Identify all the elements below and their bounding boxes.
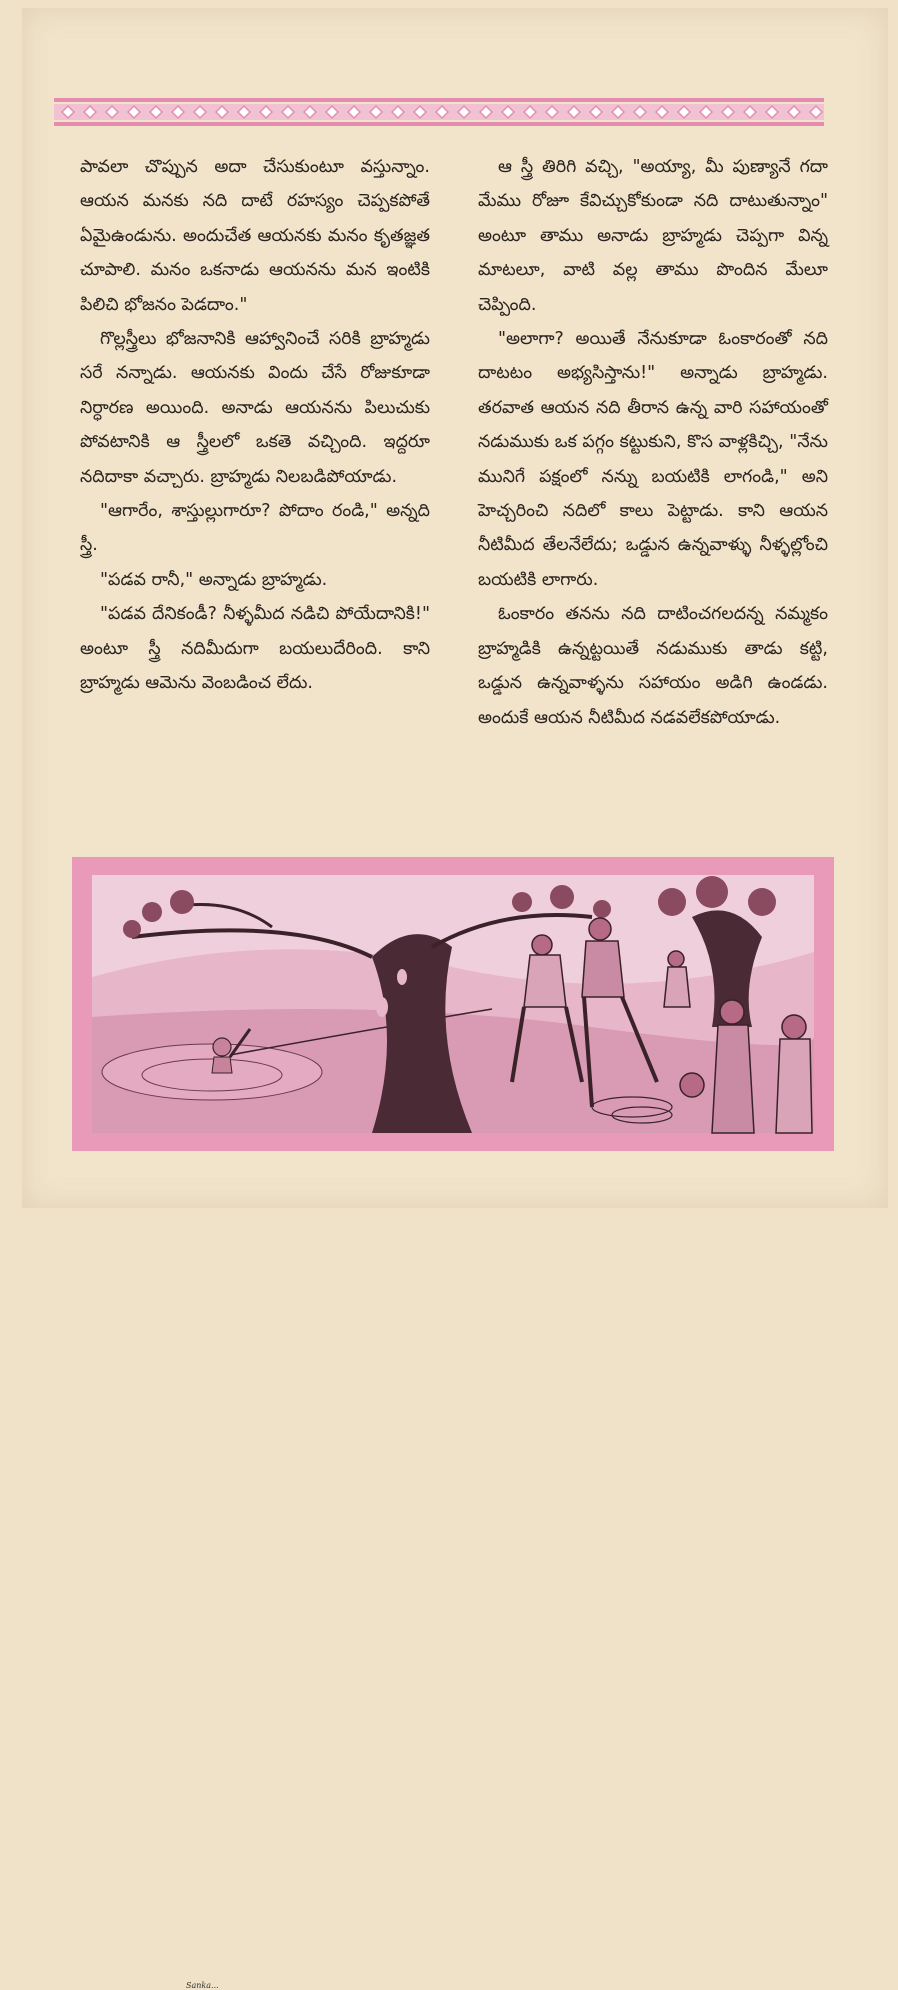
- left-text-column: [80, 150, 430, 701]
- paragraph: "అలాగా? అయితే నేనుకూడా ఓంకారంతో నది దాటటం అభ్యసిస్తాను!" అన్నాడు బ్రాహ్మడు. తరవాత ఆయన నది తీరాన ఉన్న వారి సహాయంతో నడుముకు ఒక పగ్గం కట్టుకుని, కొస వాళ్లకిచ్చి, "నేను మునిగే పక్షంలో నన్ను బయటికి లాగండి," అని హెచ్చరించి నదిలో కాలు పెట్టాడు. కాని ఆయన నీటిమీద తేలనేలేదు; ఒడ్డున ఉన్నవాళ్ళు నీళ్ళల్లోంచి బయటికి లాగారు.: [478, 329, 828, 590]
- paragraph: "పడవ దేనికండీ? నీళ్ళమీద నడిచి పోయేదానికి!" అంటూ స్త్రీ నదిమీదుగా బయలుదేరింది. కాని బ్రాహ్మడు ఆమెను వెంబడించ లేదు.: [80, 604, 430, 694]
- swimming-man: [213, 1038, 231, 1056]
- paragraph: ఆ స్త్రీ తిరిగి వచ్చి, "అయ్యా, మీ పుణ్యానే గదా మేము రోజూ కేవిచ్చుకోకుండా నది దాటుతున్నాం" అంటూ తాము అనాడు బ్రాహ్మడు చెప్పగా విన్న మాటలూ, వాటి వల్ల తాము పొందిన మేలూ చెప్పింది.: [478, 157, 828, 315]
- paragraph: ఓంకారం తనను నది దాటించగలదన్న నమ్మకం బ్రాహ్మడికి ఉన్నట్టయితే నడుముకు తాడు కట్టి, ఒడ్డున ఉన్నవాళ్ళను సహాయం అడిగి ఉండడు. అందుకే ఆయన నీటిమీద నడవలేకపోయాడు.: [478, 604, 828, 728]
- artist-signature: Sanka...: [186, 1981, 219, 1990]
- paragraph: గొల్లస్త్రీలు భోజనానికి ఆహ్వానించే సరికి బ్రాహ్మడు సరే నన్నాడు. ఆయనకు విందు చేసే రోజుకూడా నిర్ధారణ అయింది. అనాడు ఆయనను పిలుచుకు పోవటానికి ఆ స్త్రీలలో ఒకతె వచ్చింది. ఇద్దరూ నదిదాకా వచ్చారు. బ్రాహ్మడు నిలబడిపోయాడు.: [80, 329, 430, 487]
- paragraph: "ఆగారేం, శాస్తుల్లుగారూ? పోదాం రండి," అన్నది స్త్రీ.: [80, 501, 430, 556]
- paragraph: "పడవ రానీ," అన్నాడు బ్రాహ్మడు.: [100, 569, 328, 590]
- right-text-column: [478, 150, 828, 735]
- paragraph: పావలా చొప్పున అదా చేసుకుంటూ వస్తున్నాం. ఆయన మనకు నది దాటే రహస్యం చెప్పకపోతే ఏమైఉండును. అందుచేత ఆయనకు మనం కృతజ్ఞత చూపాలి. మనం ఒకనాడు ఆయనను మన ఇంటికి పిలిచి భోజనం పెడదాం.": [80, 157, 430, 315]
- decorative-border: [54, 98, 824, 126]
- story-illustration: [72, 857, 834, 1990]
